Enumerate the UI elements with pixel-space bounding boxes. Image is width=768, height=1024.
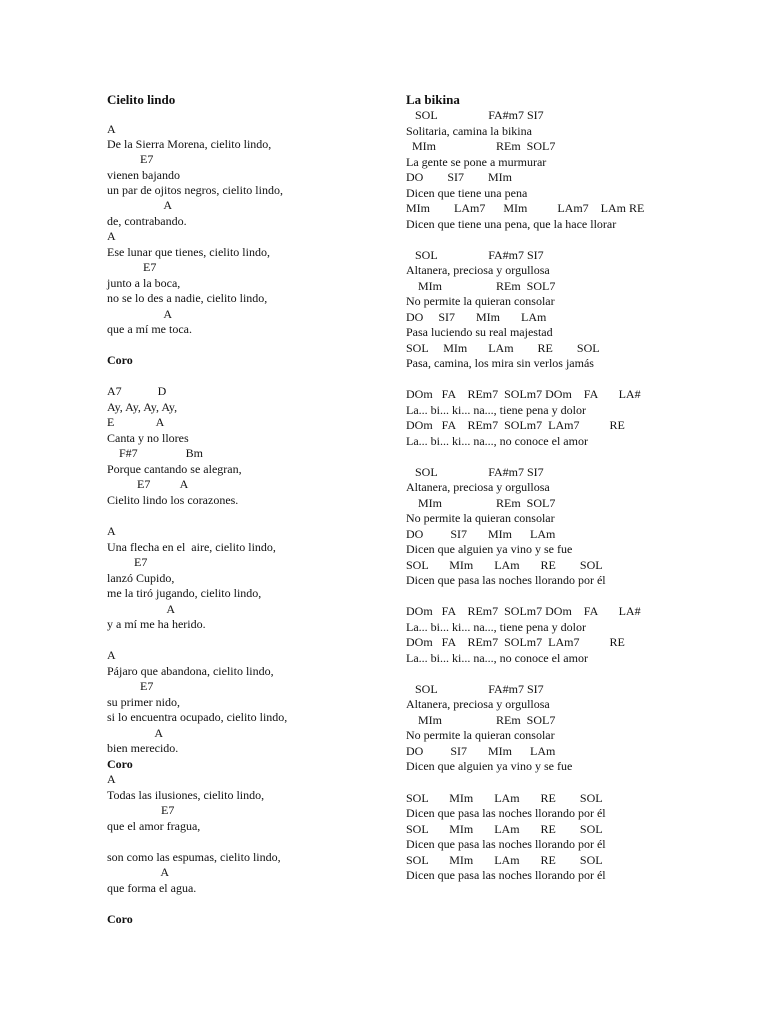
lyric-line: Dicen que pasa las noches llorando por él bbox=[406, 837, 606, 851]
lyric-line: Pasa luciendo su real majestad bbox=[406, 325, 553, 339]
lyric-line: La... bi... ki... na..., tiene pena y dolor bbox=[406, 403, 586, 417]
lyric-line: me la tiró jugando, cielito lindo, bbox=[107, 586, 262, 600]
lyric-line: y a mí me ha herido. bbox=[107, 617, 206, 631]
chord-line: DO SI7 MIm LAm bbox=[406, 527, 556, 541]
chord-line: A bbox=[107, 524, 116, 538]
lyric-line: un par de ojitos negros, cielito lindo, bbox=[107, 183, 283, 197]
chord-line: E A bbox=[107, 415, 165, 429]
chord-line: MIm LAm7 MIm LAm7 LAm RE bbox=[406, 201, 645, 215]
lyric-line: no se lo des a nadie, cielito lindo, bbox=[107, 291, 268, 305]
lyric-line: Altanera, preciosa y orgullosa bbox=[406, 263, 550, 277]
chord-line: DO SI7 MIm bbox=[406, 170, 513, 184]
lyric-line: Cielito lindo los corazones. bbox=[107, 493, 239, 507]
chord-line: E7 bbox=[107, 803, 175, 817]
chord-line: MIm REm SOL7 bbox=[406, 279, 556, 293]
chord-line: E7 bbox=[107, 152, 154, 166]
lyric-line: son como las espumas, cielito lindo, bbox=[107, 850, 281, 864]
chord-line: E7 A bbox=[107, 477, 189, 491]
lyric-line: vienen bajando bbox=[107, 168, 180, 182]
lyric-line: Dicen que alguien ya vino y se fue bbox=[406, 542, 573, 556]
lyric-line: que a mí me toca. bbox=[107, 322, 192, 336]
chord-line: A7 D bbox=[107, 384, 167, 398]
lyric-line: Una flecha en el aire, cielito lindo, bbox=[107, 540, 276, 554]
chord-line: A bbox=[107, 198, 173, 212]
lyric-line: de, contrabando. bbox=[107, 214, 187, 228]
lyric-line: La... bi... ki... na..., no conoce el amor bbox=[406, 651, 588, 665]
lyric-line: que forma el agua. bbox=[107, 881, 197, 895]
lyric-line: No permite la quieran consolar bbox=[406, 728, 555, 742]
lyric-line: La gente se pone a murmurar bbox=[406, 155, 547, 169]
lyric-line: Dicen que pasa las noches llorando por él bbox=[406, 868, 606, 882]
chord-line: SOL FA#m7 SI7 bbox=[406, 682, 544, 696]
section-label: Coro bbox=[107, 353, 133, 367]
chord-line: A bbox=[107, 726, 164, 740]
lyric-line: su primer nido, bbox=[107, 695, 180, 709]
chord-line: MIm REm SOL7 bbox=[406, 496, 556, 510]
lyric-line: Dicen que tiene una pena, que la hace llorar bbox=[406, 217, 617, 231]
chord-line: E7 bbox=[107, 555, 148, 569]
lyric-line: Dicen que alguien ya vino y se fue bbox=[406, 759, 573, 773]
song-title: La bikina bbox=[406, 92, 460, 107]
lyric-line: lanzó Cupido, bbox=[107, 571, 175, 585]
lyric-line: Altanera, preciosa y orgullosa bbox=[406, 480, 550, 494]
lyric-line: La... bi... ki... na..., no conoce el amor bbox=[406, 434, 588, 448]
chord-line: E7 bbox=[107, 260, 157, 274]
lyric-line: Canta y no llores bbox=[107, 431, 189, 445]
lyric-line: Ese lunar que tienes, cielito lindo, bbox=[107, 245, 270, 259]
chord-line: DOm FA REm7 SOLm7 DOm FA LA# bbox=[406, 387, 641, 401]
section-label: Coro bbox=[107, 757, 133, 771]
chord-line: A bbox=[107, 648, 116, 662]
chord-line: DO SI7 MIm LAm bbox=[406, 310, 547, 324]
chord-line: A bbox=[107, 307, 173, 321]
chord-line: A bbox=[107, 602, 176, 616]
lyric-line: Dicen que tiene una pena bbox=[406, 186, 528, 200]
chord-line: DOm FA REm7 SOLm7 LAm7 RE bbox=[406, 635, 625, 649]
lyric-line: No permite la quieran consolar bbox=[406, 511, 555, 525]
lyric-line: si lo encuentra ocupado, cielito lindo, bbox=[107, 710, 288, 724]
lyric-line: que el amor fragua, bbox=[107, 819, 201, 833]
chord-line: SOL MIm LAm RE SOL bbox=[406, 341, 600, 355]
chord-line: MIm REm SOL7 bbox=[406, 713, 556, 727]
chord-line: E7 bbox=[107, 679, 154, 693]
lyric-line: Todas las ilusiones, cielito lindo, bbox=[107, 788, 265, 802]
lyric-line: Pasa, camina, los mira sin verlos jamás bbox=[406, 356, 594, 370]
chord-line: DOm FA REm7 SOLm7 DOm FA LA# bbox=[406, 604, 641, 618]
chord-line: SOL MIm LAm RE SOL bbox=[406, 853, 603, 867]
lyric-line: Altanera, preciosa y orgullosa bbox=[406, 697, 550, 711]
lyric-line: Porque cantando se alegran, bbox=[107, 462, 242, 476]
chord-line: SOL MIm LAm RE SOL bbox=[406, 822, 603, 836]
lyric-line: bien merecido. bbox=[107, 741, 179, 755]
chord-line: A bbox=[107, 229, 116, 243]
lyric-line: No permite la quieran consolar bbox=[406, 294, 555, 308]
chord-line: A bbox=[107, 122, 116, 136]
chord-line: A bbox=[107, 772, 116, 786]
chord-line: DOm FA REm7 SOLm7 LAm7 RE bbox=[406, 418, 625, 432]
chord-line: DO SI7 MIm LAm bbox=[406, 744, 556, 758]
chord-line: A bbox=[107, 865, 170, 879]
lyric-line: Dicen que pasa las noches llorando por él bbox=[406, 806, 606, 820]
chord-line: SOL FA#m7 SI7 bbox=[406, 108, 544, 122]
chord-line: MIm REm SOL7 bbox=[406, 139, 556, 153]
chord-line: F#7 Bm bbox=[107, 446, 204, 460]
song-title: Cielito lindo bbox=[107, 92, 176, 107]
lyric-line: La... bi... ki... na..., tiene pena y dolor bbox=[406, 620, 586, 634]
lyric-line: Solitaria, camina la bikina bbox=[406, 124, 532, 138]
chord-line: SOL MIm LAm RE SOL bbox=[406, 791, 603, 805]
lyric-line: De la Sierra Morena, cielito lindo, bbox=[107, 137, 272, 151]
lyric-line: Dicen que pasa las noches llorando por él bbox=[406, 573, 606, 587]
chord-line: SOL FA#m7 SI7 bbox=[406, 465, 544, 479]
chord-line: SOL FA#m7 SI7 bbox=[406, 248, 544, 262]
lyric-line: Pájaro que abandona, cielito lindo, bbox=[107, 664, 274, 678]
section-label: Coro bbox=[107, 912, 133, 926]
lyric-line: junto a la boca, bbox=[107, 276, 181, 290]
chord-line: SOL MIm LAm RE SOL bbox=[406, 558, 603, 572]
lyric-line: Ay, Ay, Ay, Ay, bbox=[107, 400, 178, 414]
